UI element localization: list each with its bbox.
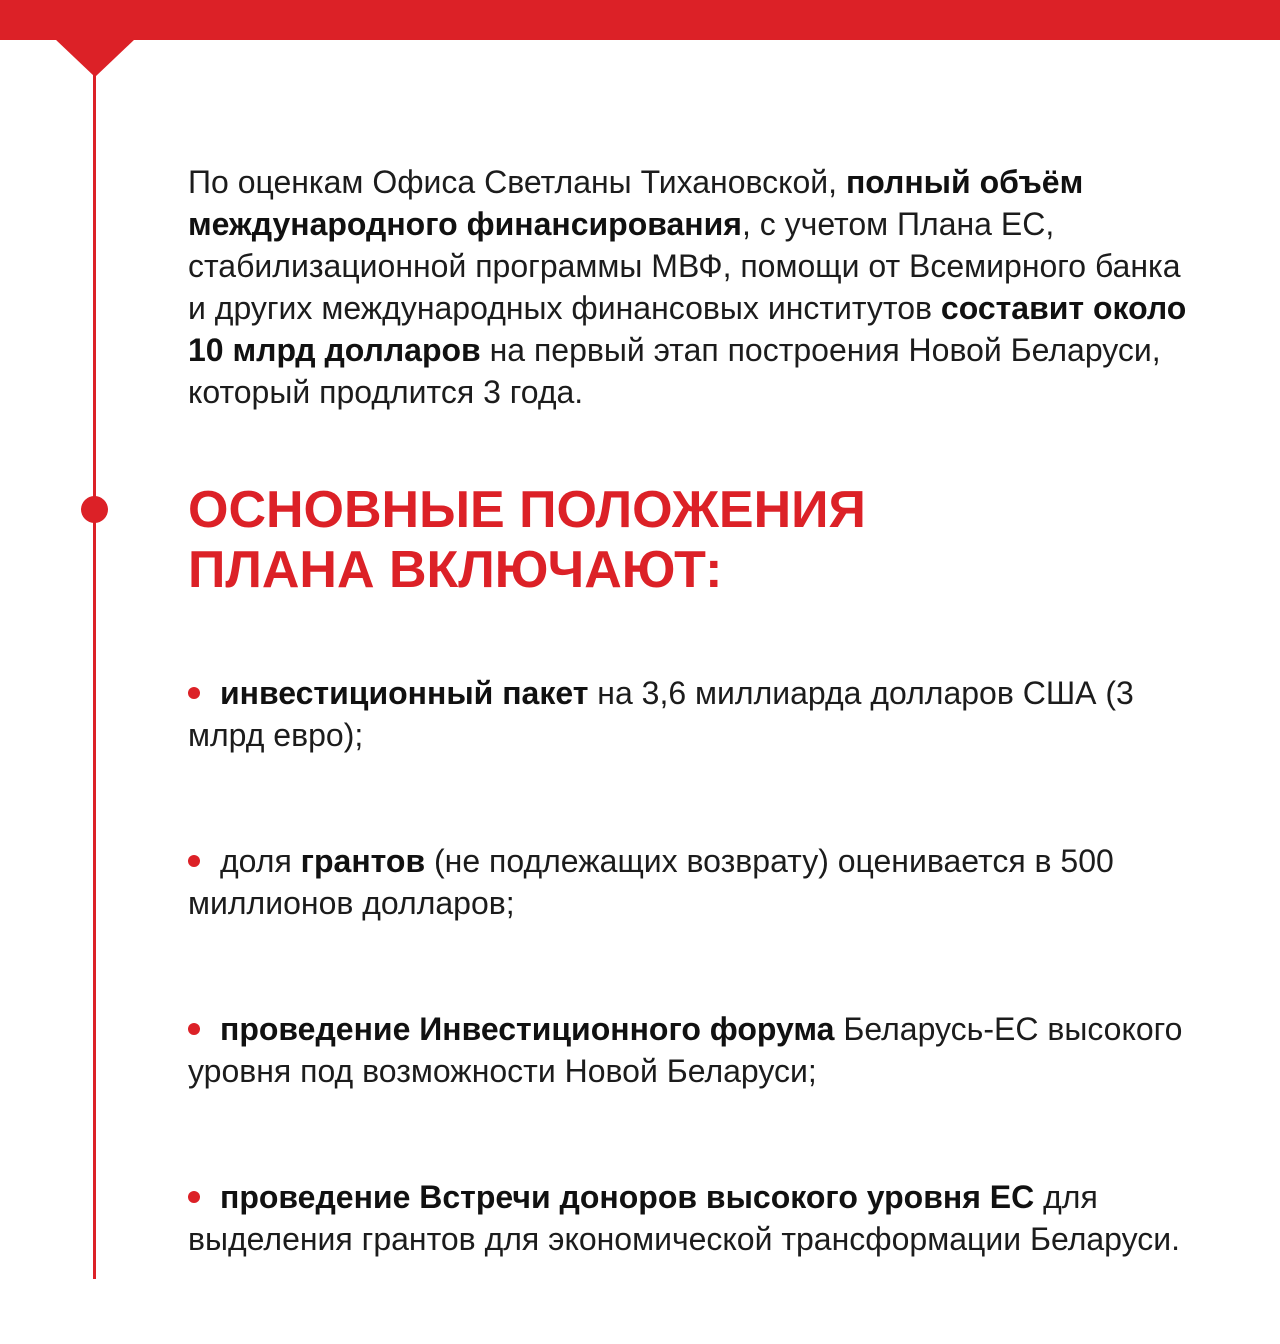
intro-text: По оценкам Офиса Светланы Тихановской, [188, 164, 846, 200]
heading-line: ПЛАНА ВКЛЮЧАЮТ: [188, 541, 723, 599]
list-item [188, 1176, 1198, 1260]
bullet-text: на 3,6 миллиарда долларов США (3 млрд евро); [188, 675, 1134, 753]
list-item [188, 672, 1198, 756]
bullet-bold-text: проведение Встречи доноров высокого уровня ЕС [220, 1179, 1035, 1215]
bullet-bold-text: грантов [300, 843, 426, 879]
intro-text: , с учетом Плана ЕС, стабилизационной программы МВФ, помощи от Всемирного банка и других международных финансовых институтов [188, 206, 1181, 326]
section-heading [188, 480, 1188, 600]
top-red-bar [0, 0, 1280, 40]
intro-paragraph [188, 161, 1198, 413]
bullet-text: Беларусь-ЕС высокого уровня под возможности Новой Беларуси; [188, 1011, 1183, 1089]
bullet-text: для выделения грантов для экономической трансформации Беларуси. [188, 1179, 1180, 1257]
timeline-line [93, 60, 96, 1279]
intro-bold-text: полный объём международного финансирования [188, 164, 1084, 242]
intro-text: на первый этап построения Новой Беларуси, который продлится 3 года. [188, 332, 1161, 410]
list-item [188, 1008, 1198, 1092]
bullet-text: (не подлежащих возврату) оценивается в 500 миллионов долларов; [188, 843, 1114, 921]
bullet-dot-icon [188, 855, 200, 867]
bullet-bold-text: проведение Инвестиционного форума [220, 1011, 835, 1047]
bullet-list [188, 672, 1198, 1344]
bullet-dot-icon [188, 687, 200, 699]
intro-bold-text: составит около 10 млрд долларов [188, 290, 1187, 368]
bullet-dot-icon [188, 1023, 200, 1035]
timeline-dot [81, 496, 108, 523]
bullet-dot-icon [188, 1191, 200, 1203]
bullet-bold-text: инвестиционный пакет [220, 675, 589, 711]
heading-line: ОСНОВНЫЕ ПОЛОЖЕНИЯ [188, 481, 866, 539]
list-item [188, 840, 1198, 924]
bullet-text: доля [220, 843, 301, 879]
